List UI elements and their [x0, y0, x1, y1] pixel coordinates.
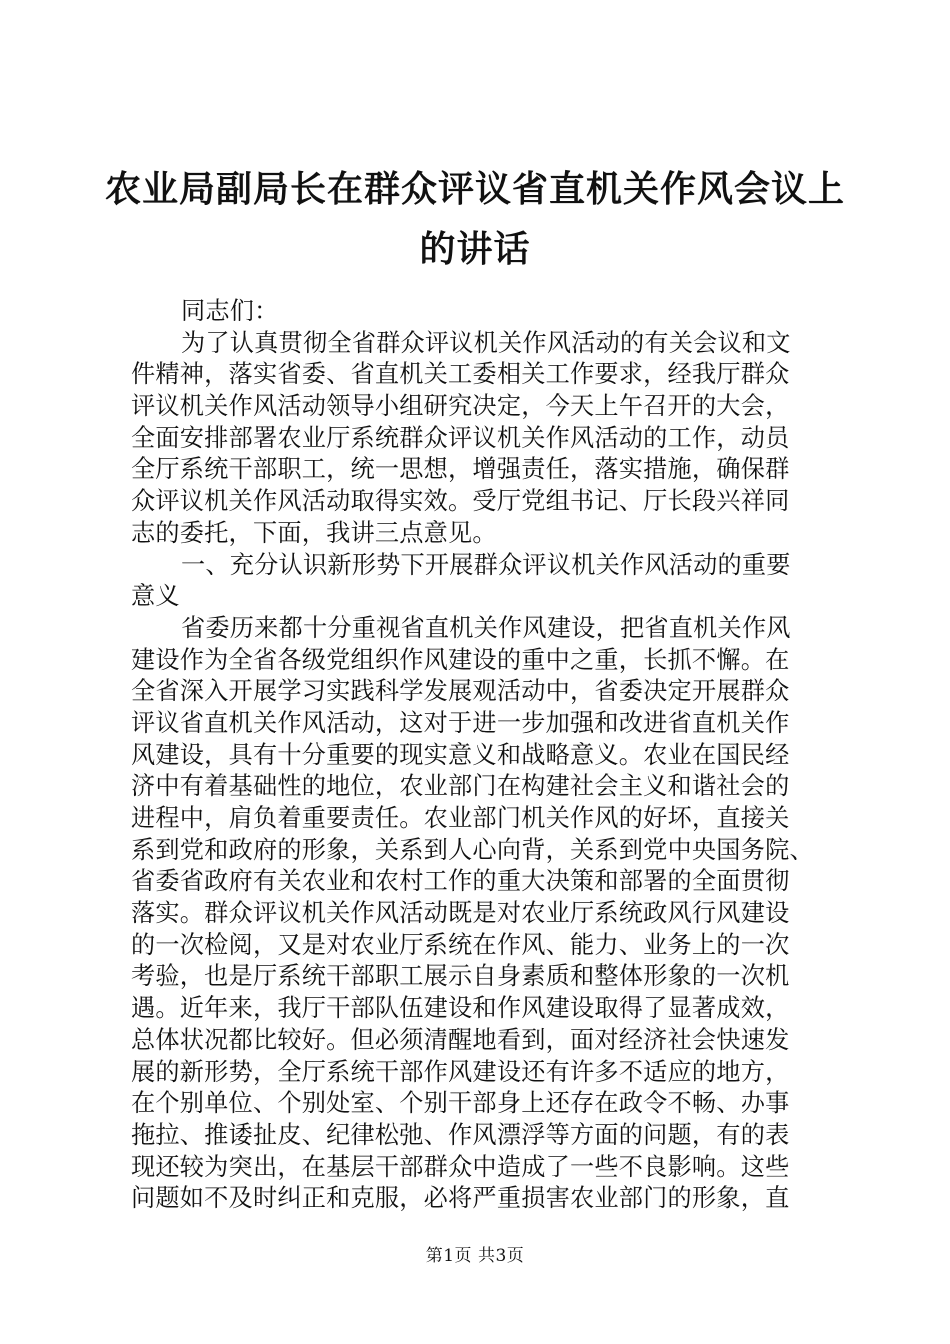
body-line: 总体状况都比较好。但必须清醒地看到，面对经济社会快速发: [131, 1025, 790, 1054]
body-line: 志的委托，下面，我讲三点意见。: [131, 518, 497, 547]
title-line-2: 的讲话: [419, 229, 531, 270]
body-line: 拖拉、推诿扯皮、纪律松弛、作风漂浮等方面的问题，有的表: [131, 1120, 790, 1149]
body-line: 风建设，具有十分重要的现实意义和战略意义。农业在国民经: [131, 740, 790, 769]
body-line: 全省深入开展学习实践科学发展观活动中，省委决定开展群众: [131, 677, 790, 706]
body-line: 展的新形势，全厅系统干部作风建设还有许多不适应的地方，: [131, 1057, 790, 1086]
body-line: 济中有着基础性的地位，农业部门在构建社会主义和谐社会的: [131, 772, 790, 801]
body-line: 在个别单位、个别处室、个别干部身上还存在政令不畅、办事: [131, 1089, 790, 1118]
document-body: [131, 296, 831, 1215]
body-line: 遇。近年来，我厅干部队伍建设和作风建设取得了显著成效，: [131, 994, 790, 1023]
body-line: 的一次检阅，又是对农业厅系统在作风、能力、业务上的一次: [131, 930, 790, 959]
body-line: 众评议机关作风活动取得实效。受厅党组书记、厅长段兴祥同: [131, 487, 790, 516]
section-heading-cont: 意义: [131, 582, 180, 611]
body-line: 为了认真贯彻全省群众评议机关作风活动的有关会议和文: [181, 328, 791, 357]
body-line: 落实。群众评议机关作风活动既是对农业厅系统政风行风建设: [131, 899, 790, 928]
body-line: 现还较为突出，在基层干部群众中造成了一些不良影响。这些: [131, 1152, 790, 1181]
body-line: 省委历来都十分重视省直机关作风建设，把省直机关作风: [181, 613, 791, 642]
body-line: 考验，也是厅系统干部职工展示自身素质和整体形象的一次机: [131, 962, 790, 991]
body-line: 评议机关作风活动领导小组研究决定，今天上午召开的大会，: [131, 392, 790, 421]
body-line: 系到党和政府的形象，关系到人心向背，关系到党中央国务院、: [131, 835, 814, 864]
salutation: 同志们：: [181, 297, 279, 325]
body-line: 全面安排部署农业厅系统群众评议机关作风活动的工作，动员: [131, 423, 790, 452]
body-line: 省委省政府有关农业和农村工作的重大决策和部署的全面贯彻: [131, 867, 790, 896]
body-line: 进程中，肩负着重要责任。农业部门机关作风的好坏，直接关: [131, 804, 790, 832]
body-line: 件精神，落实省委、省直机关工委相关工作要求，经我厅群众: [131, 360, 790, 389]
title-line-1: 农业局副局长在群众评议省直机关作风会议上: [104, 169, 845, 210]
body-line: 全厅系统干部职工，统一思想，增强责任，落实措施，确保群: [131, 455, 790, 484]
page-footer: 第1页 共3页: [425, 1246, 525, 1266]
body-line: 问题如不及时纠正和克服，必将严重损害农业部门的形象，直: [131, 1184, 790, 1213]
body-line: 评议省直机关作风活动，这对于进一步加强和改进省直机关作: [131, 708, 790, 737]
body-line: 建设作为全省各级党组织作风建设的重中之重，长抓不懈。在: [131, 645, 790, 674]
document-title: [100, 160, 850, 280]
section-heading: 一、充分认识新形势下开展群众评议机关作风活动的重要: [181, 550, 791, 579]
